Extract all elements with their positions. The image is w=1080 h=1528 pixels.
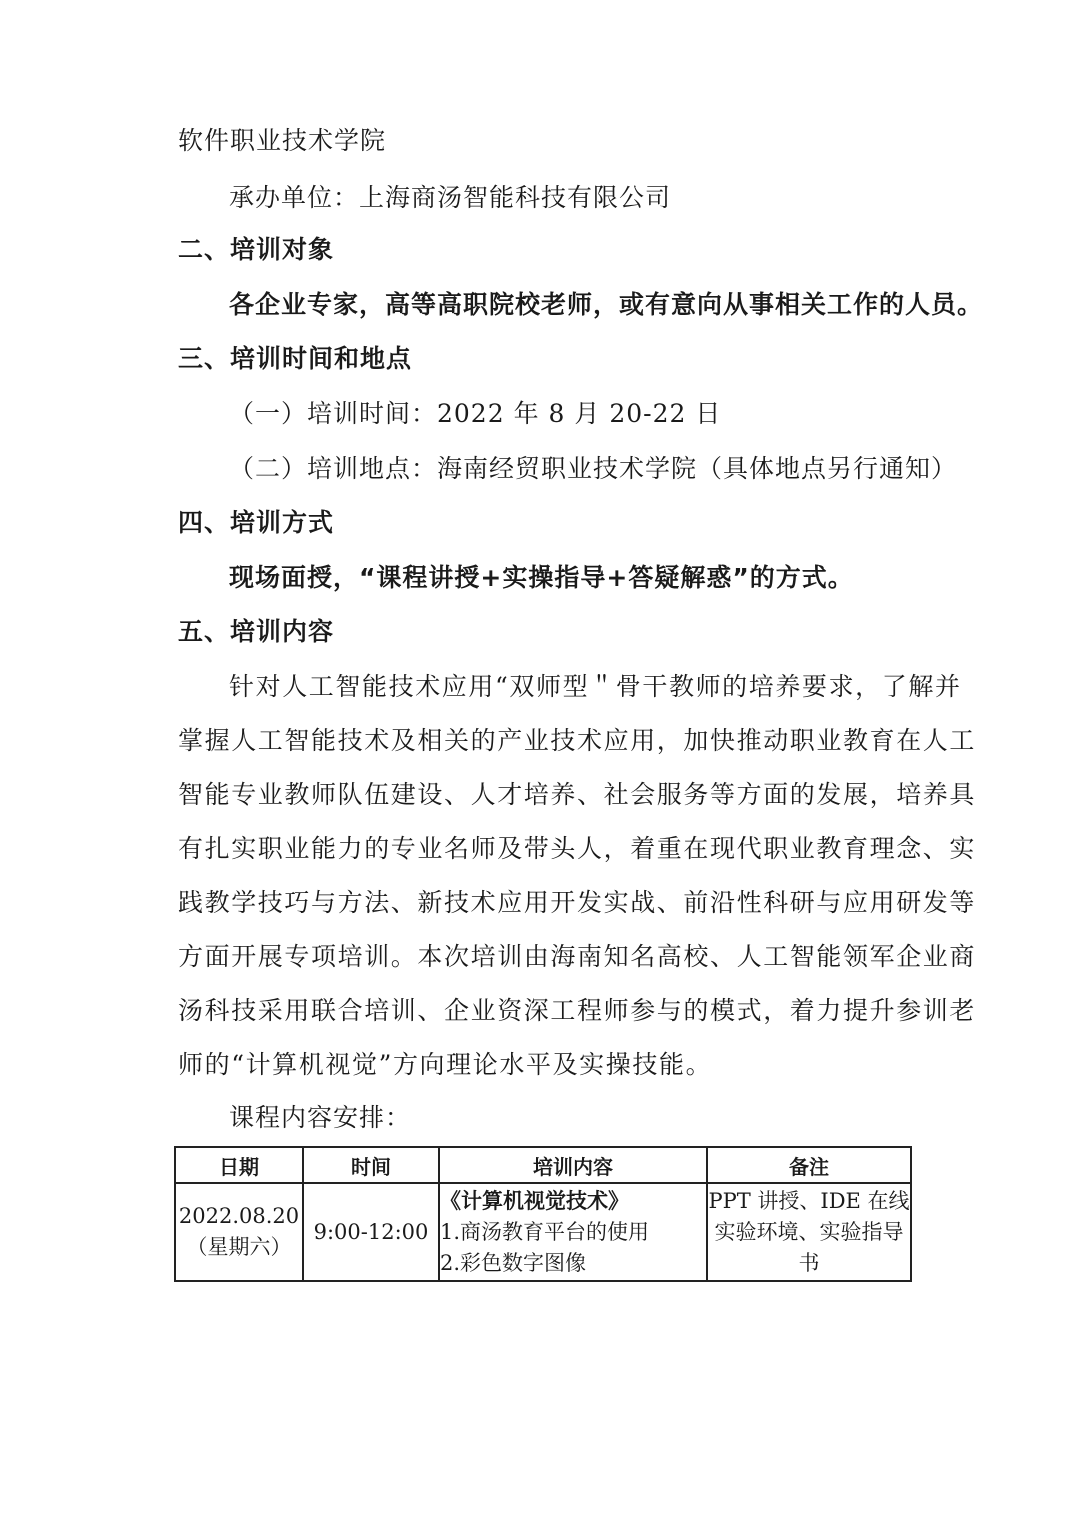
section-4-heading: 四、培训方式 bbox=[178, 508, 335, 537]
cell-time bbox=[303, 1183, 439, 1281]
paragraph-line: 智能专业教师队伍建设、人才培养、社会服务等方面的发展，培养具 bbox=[178, 780, 977, 809]
paragraph-line: 有扎实职业能力的专业名师及带头人，着重在现代职业教育理念、实 bbox=[178, 834, 977, 863]
section-2-body: 各企业专家，高等高职院校老师，或有意向从事相关工作的人员。 bbox=[229, 290, 984, 319]
header-date: 日期 bbox=[175, 1147, 303, 1183]
course-title: 《计算机视觉技术》 bbox=[440, 1188, 629, 1213]
table-header-row bbox=[175, 1147, 911, 1183]
cell-remark bbox=[707, 1183, 911, 1281]
section-2-heading: 二、培训对象 bbox=[178, 235, 335, 264]
remark-line: 书 bbox=[798, 1250, 820, 1275]
course-item: 2.彩色数字图像 bbox=[440, 1250, 587, 1275]
paragraph-line: 师的“计算机视觉”方向理论水平及实操技能。 bbox=[178, 1050, 713, 1079]
remark-line: 实验环境、实验指导 bbox=[714, 1219, 904, 1244]
cell-content bbox=[439, 1183, 707, 1281]
course-item: 1.商汤教育平台的使用 bbox=[440, 1219, 650, 1244]
college-name-tail: 软件职业技术学院 bbox=[178, 126, 387, 155]
paragraph-line: 方面开展专项培训。本次培训由海南知名高校、人工智能领军企业商 bbox=[178, 942, 977, 971]
remark-line: PPT 讲授、IDE 在线 bbox=[708, 1188, 910, 1213]
schedule-label: 课程内容安排： bbox=[229, 1103, 412, 1132]
training-place: （二）培训地点：海南经贸职业技术学院（具体地点另行通知） bbox=[229, 454, 958, 483]
paragraph-line: 掌握人工智能技术及相关的产业技术应用，加快推动职业教育在人工 bbox=[178, 726, 977, 755]
cell-date bbox=[175, 1183, 303, 1281]
paragraph-line: 践教学技巧与方法、新技术应用开发实战、前沿性科研与应用研发等 bbox=[178, 888, 977, 917]
organizer-line: 承办单位：上海商汤智能科技有限公司 bbox=[229, 183, 672, 212]
date-value: 2022.08.20 bbox=[178, 1204, 300, 1228]
header-time: 时间 bbox=[303, 1147, 439, 1183]
paragraph-line: 汤科技采用联合培训、企业资深工程师参与的模式，着力提升参训老 bbox=[178, 996, 977, 1025]
time-value: 9:00-12:00 bbox=[313, 1219, 429, 1244]
header-remark: 备注 bbox=[707, 1147, 911, 1183]
section-3-heading: 三、培训时间和地点 bbox=[178, 344, 413, 373]
weekday-value: （星期六） bbox=[186, 1235, 292, 1259]
section-5-heading: 五、培训内容 bbox=[178, 617, 335, 646]
section-4-body: 现场面授，“课程讲授+实操指导+答疑解惑”的方式。 bbox=[229, 563, 854, 592]
paragraph-line: 针对人工智能技术应用“双师型＂骨干教师的培养要求，了解并 bbox=[229, 672, 962, 701]
header-content: 培训内容 bbox=[439, 1147, 707, 1183]
training-time: （一）培训时间：2022 年 8 月 20-22 日 bbox=[229, 399, 722, 428]
schedule-table bbox=[174, 1146, 912, 1282]
table-row bbox=[175, 1183, 911, 1281]
